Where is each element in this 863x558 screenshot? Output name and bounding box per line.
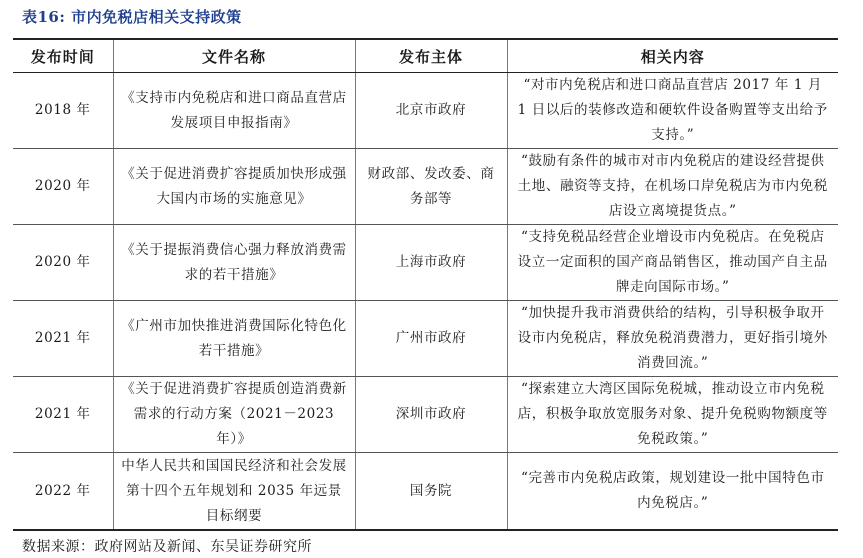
header-document: 文件名称 [113, 39, 355, 73]
cell-issuer: 广州市政府 [355, 301, 507, 377]
table-header-row [13, 39, 838, 73]
cell-content: “支持免税品经营企业增设市内免税店。在免税店设立一定面积的国产商品销售区，推动国产自主品牌走向国际市场。” [507, 225, 838, 301]
cell-document: 《支持市内免税店和进口商品直营店发展项目申报指南》 [113, 73, 355, 149]
cell-document: 《广州市加快推进消费国际化特色化若干措施》 [113, 301, 355, 377]
cell-document: 《关于促进消费扩容提质加快形成强大国内市场的实施意见》 [113, 149, 355, 225]
cell-content: “加快提升我市消费供给的结构，引导积极争取开设市内免税店，释放免税消费潜力，更好指引境外消费回流。” [507, 301, 838, 377]
table-row [13, 377, 838, 453]
cell-issuer: 北京市政府 [355, 73, 507, 149]
cell-document: 《关于提振消费信心强力释放消费需求的若干措施》 [113, 225, 355, 301]
cell-content: “完善市内免税店政策，规划建设一批中国特色市内免税店。” [507, 453, 838, 531]
table-caption: 表16: 市内免税店相关支持政策 [22, 8, 242, 26]
table-row [13, 453, 838, 531]
cell-date: 2020 年 [13, 149, 113, 225]
cell-content: “鼓励有条件的城市对市内免税店的建设经营提供土地、融资等支持，在机场口岸免税店为市内免税店设立离境提货点。” [507, 149, 838, 225]
cell-issuer: 财政部、发改委、商务部等 [355, 149, 507, 225]
cell-date: 2020 年 [13, 225, 113, 301]
table-row [13, 301, 838, 377]
cell-issuer: 深圳市政府 [355, 377, 507, 453]
cell-document: 中华人民共和国国民经济和社会发展第十四个五年规划和 2035 年远景目标纲要 [113, 453, 355, 531]
table-row [13, 149, 838, 225]
cell-date: 2021 年 [13, 301, 113, 377]
cell-date: 2022 年 [13, 453, 113, 531]
cell-content: “探索建立大湾区国际免税城，推动设立市内免税店，积极争取放宽服务对象、提升免税购物额度等免税政策。” [507, 377, 838, 453]
cell-date: 2018 年 [13, 73, 113, 149]
header-content: 相关内容 [507, 39, 838, 73]
table-row [13, 225, 838, 301]
cell-document: 《关于促进消费扩容提质创造消费新需求的行动方案（2021－2023 年）》 [113, 377, 355, 453]
table-row [13, 73, 838, 149]
cell-issuer: 国务院 [355, 453, 507, 531]
data-source-note: 数据来源：政府网站及新闻、东吴证券研究所 [22, 539, 312, 555]
cell-issuer: 上海市政府 [355, 225, 507, 301]
policy-table [13, 38, 838, 531]
cell-content: “对市内免税店和进口商品直营店 2017 年 1 月 1 日以后的装修改造和硬软件设备购置等支出给予支持。” [507, 73, 838, 149]
cell-date: 2021 年 [13, 377, 113, 453]
header-issuer: 发布主体 [355, 39, 507, 73]
header-date: 发布时间 [13, 39, 113, 73]
